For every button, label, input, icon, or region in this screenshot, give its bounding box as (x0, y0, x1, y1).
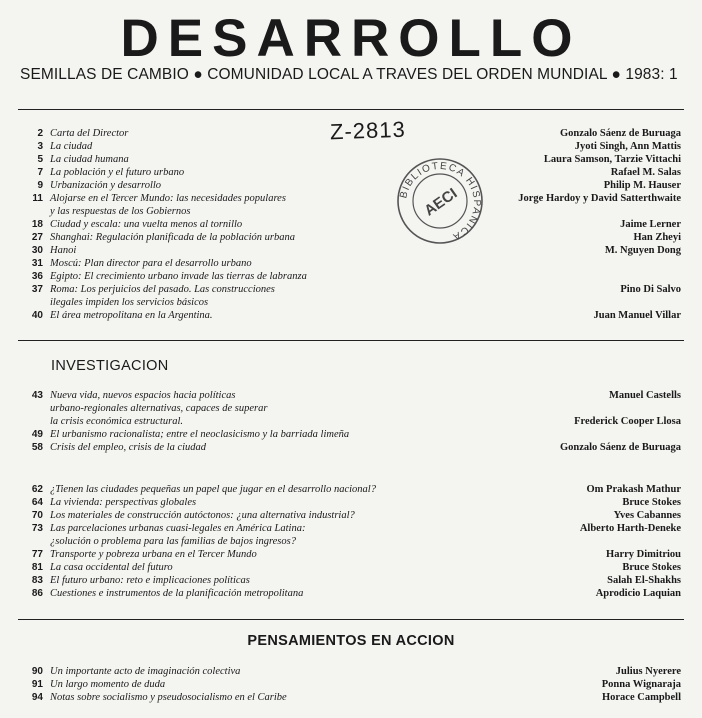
article-title: Moscú: Plan director para el desarrollo urbano (50, 258, 252, 269)
article-title: Egipto: El crecimiento urbano invade las tierras de labranza (50, 271, 307, 282)
stamp-arc-text: BIBLIOTECA HISPANICA (398, 160, 483, 243)
article-title: La ciudad (50, 141, 93, 152)
toc-entry (0, 270, 702, 283)
toc-entry (0, 561, 702, 574)
page-number: 90 (31, 666, 43, 677)
article-title: La casa occidental del futuro (50, 562, 173, 573)
article-title: La ciudad humana (50, 154, 129, 165)
page-number: 58 (31, 442, 43, 453)
article-author: Julius Nyerere (615, 666, 681, 677)
toc-entry (0, 127, 702, 140)
article-title: El futuro urbano: reto e implicaciones políticas (50, 575, 250, 586)
article-author: Jorge Hardoy y David Satterthwaite (518, 193, 681, 204)
article-author: Rafael M. Salas (610, 167, 681, 178)
article-author: Yves Cabannes (613, 510, 681, 521)
article-author: Horace Campbell (601, 692, 681, 703)
article-author: Om Prakash Mathur (586, 484, 681, 495)
article-author: Ponna Wignaraja (601, 679, 681, 690)
toc-entry (0, 192, 702, 205)
toc-entry (0, 678, 702, 691)
toc-entry (0, 509, 702, 522)
toc-entry (0, 441, 702, 454)
toc-entry (0, 296, 702, 309)
page-number: 62 (31, 484, 43, 495)
article-title: Un largo momento de duda (50, 679, 166, 690)
article-author: Gonzalo Sáenz de Buruaga (559, 442, 681, 453)
article-author: M. Nguyen Dong (604, 245, 681, 256)
page-number: 81 (31, 562, 43, 573)
article-title: Crisis del empleo, crisis de la ciudad (50, 442, 207, 453)
article-title: Carta del Director (50, 128, 129, 139)
page-number: 9 (37, 180, 43, 191)
article-title: Shanghai: Regulación planificada de la población urbana (50, 232, 295, 243)
article-title: ¿solución o problema para las familias de bajos ingresos? (50, 536, 296, 547)
masthead-subtitle (20, 66, 690, 84)
toc-entry (0, 140, 702, 153)
page-number: 83 (31, 575, 43, 586)
article-author: Laura Samson, Tarzie Vittachi (543, 154, 681, 165)
article-title: La población y el futuro urbano (50, 167, 185, 178)
bullet-icon: ● (611, 66, 621, 83)
page-number: 64 (31, 497, 43, 508)
article-author: Alberto Harth-Deneke (579, 523, 681, 534)
page-number: 91 (31, 679, 43, 690)
toc-entry (0, 548, 702, 561)
article-title: Las parcelaciones urbanas cuasi-legales en América Latina: (50, 523, 306, 534)
toc-entry (0, 153, 702, 166)
article-author: Bruce Stokes (622, 497, 681, 508)
subtitle-part-3: 1983: 1 (625, 66, 678, 83)
toc-entry (0, 496, 702, 509)
page-number: 3 (37, 141, 43, 152)
toc-entry (0, 428, 702, 441)
article-author: Jyoti Singh, Ann Mattis (574, 141, 681, 152)
stamp-center-text: AECI (421, 184, 461, 220)
article-title: El área metropolitana en la Argentina. (50, 310, 213, 321)
toc-entry (0, 691, 702, 704)
toc-entry (0, 665, 702, 678)
section-heading-pensamientos: PENSAMIENTOS EN ACCION (247, 633, 455, 649)
page-number: 11 (32, 193, 43, 204)
article-author: Salah El-Shakhs (607, 575, 681, 586)
toc-entry (0, 389, 702, 402)
article-title: Los materiales de construcción autóctonos: ¿una alternativa industrial? (50, 510, 355, 521)
article-title: Cuestiones e instrumentos de la planificación metropolitana (50, 588, 304, 599)
article-title: La vivienda: perspectivas globales (50, 497, 197, 508)
article-author: Gonzalo Sáenz de Buruaga (559, 128, 681, 139)
page-number: 77 (31, 549, 43, 560)
article-title: Ciudad y escala: una vuelta menos al tornillo (50, 219, 243, 230)
article-author: Juan Manuel Villar (593, 310, 681, 321)
article-title: Roma: Los perjuicios del pasado. Las construcciones (50, 284, 275, 295)
article-author: Han Zheyi (633, 232, 681, 243)
toc-entry (0, 535, 702, 548)
page-number: 7 (37, 167, 43, 178)
bullet-icon: ● (193, 66, 203, 83)
article-title: Urbanización y desarrollo (50, 180, 162, 191)
toc-entry (0, 415, 702, 428)
page-number: 31 (31, 258, 43, 269)
article-title: Un importante acto de imaginación colectiva (50, 666, 241, 677)
article-title: Alojarse en el Tercer Mundo: las necesidades populares (50, 193, 286, 204)
toc-entry (0, 587, 702, 600)
toc-entry (0, 244, 702, 257)
page-number: 5 (37, 154, 43, 165)
page-number: 18 (31, 219, 43, 230)
article-title: Nueva vida, nuevos espacios hacia políticas (50, 390, 236, 401)
toc-entry (0, 574, 702, 587)
toc-entry (0, 402, 702, 415)
page-number: 36 (31, 271, 43, 282)
toc-entry (0, 166, 702, 179)
article-title: ilegales impiden los servicios básicos (50, 297, 209, 308)
handwritten-catalog-number: Z-2813 (329, 116, 407, 145)
divider-top (18, 109, 684, 110)
toc-entry (0, 283, 702, 296)
article-title: El urbanismo racionalista; entre el neoclasicismo y la barriada limeña (50, 429, 350, 440)
page-number: 70 (31, 510, 43, 521)
toc-entry (0, 522, 702, 535)
article-title: la crisis económica estructural. (50, 416, 183, 427)
subtitle-part-1: SEMILLAS DE CAMBIO (20, 66, 189, 83)
article-author: Manuel Castells (608, 390, 681, 401)
article-title: Hanoi (50, 245, 77, 256)
page-number: 37 (31, 284, 43, 295)
page-number: 73 (31, 523, 43, 534)
article-title: y las respuestas de los Gobiernos (50, 206, 191, 217)
toc-entry (0, 483, 702, 496)
toc-entry (0, 257, 702, 270)
page-number: 86 (31, 588, 43, 599)
article-author: Harry Dimitriou (606, 549, 681, 560)
toc-entry (0, 218, 702, 231)
page-number: 94 (31, 692, 43, 703)
toc-entry (0, 205, 702, 218)
page-number: 40 (31, 310, 43, 321)
divider-1 (18, 340, 684, 341)
article-title: Transporte y pobreza urbana en el Tercer Mundo (50, 549, 257, 560)
article-title: Notas sobre socialismo y pseudosocialismo en el Caribe (50, 692, 287, 703)
article-author: Philip M. Hauser (603, 180, 681, 191)
article-title: urbano-regionales alternativas, capaces de superar (50, 403, 268, 414)
article-author: Frederick Cooper Llosa (574, 416, 681, 427)
page-number: 27 (31, 232, 43, 243)
article-author: Jaime Lerner (620, 219, 681, 230)
toc-entry (0, 231, 702, 244)
page-number: 30 (31, 245, 43, 256)
subtitle-part-2: COMUNIDAD LOCAL A TRAVES DEL ORDEN MUNDIAL (207, 66, 608, 83)
article-title: ¿Tienen las ciudades pequeñas un papel que jugar en el desarrollo nacional? (50, 484, 376, 495)
page-number: 2 (37, 128, 43, 139)
article-author: Aprodicio Laquian (595, 588, 681, 599)
page-number: 43 (31, 390, 43, 401)
page-number: 49 (31, 429, 43, 440)
article-author: Bruce Stokes (622, 562, 681, 573)
article-author: Pino Di Salvo (620, 284, 681, 295)
divider-2 (18, 619, 684, 620)
toc-entry (0, 179, 702, 192)
toc-entry (0, 309, 702, 322)
masthead-title: DESARROLLO (120, 9, 582, 68)
section-heading-investigacion: INVESTIGACION (51, 358, 169, 374)
